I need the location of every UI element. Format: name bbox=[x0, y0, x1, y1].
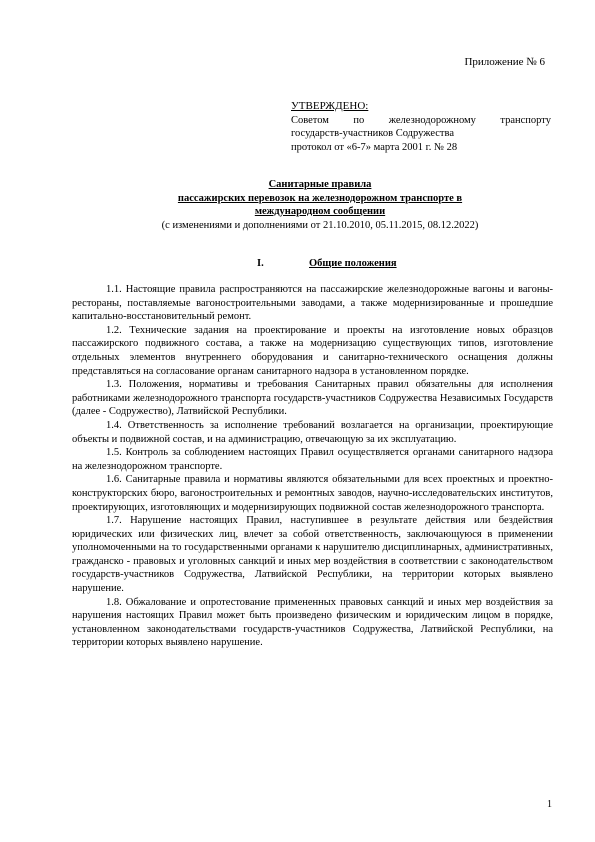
approval-line: государств-участников Содружества bbox=[291, 128, 454, 139]
body-text bbox=[72, 283, 553, 650]
title-line: пассажирских перевозок на железнодорожном транспорте в bbox=[177, 192, 463, 204]
paragraph: 1.5. Контроль за соблюдением настоящих Правил осуществляется органами санитарного надзора на железнодорожном транспорте. bbox=[72, 447, 553, 472]
appendix-label: Приложение № 6 bbox=[464, 56, 545, 68]
section-number: I. bbox=[257, 258, 264, 269]
page-number: 1 bbox=[547, 799, 552, 810]
section-name: Общие положения bbox=[309, 258, 397, 269]
paragraph: 1.7. Нарушение настоящих Правил, наступившее в результате действия или бездействия юридических или физических лиц, влечет за собой ответственность, заключающуюся в применении уполномоченными на то государственными органами к нарушителю дисциплинарных, административных, гражданско - правовых и уголовных санкций и иных мер воздействия в соответствии с законодательством государств-участников Содружества, Латвийской Республики, на территории которых выявлено нарушение. bbox=[72, 515, 553, 595]
document-title bbox=[120, 178, 520, 232]
paragraph: 1.8. Обжалование и опротестование примененных правовых санкций и иных мер воздействия за нарушения настоящих Правил может быть произведено физическим и юридическим лицом в порядке, установленном законодательствами государств-участников Содружества, Латвийской Республики, на территории которых выявлено нарушение. bbox=[72, 596, 553, 649]
title-amendments: (с изменениями и дополнениями от 21.10.2010, 05.11.2015, 08.12.2022) bbox=[161, 219, 479, 231]
paragraph: 1.1. Настоящие правила распространяются на пассажирские железнодорожные вагоны и вагоны-рестораны, поставляемые вагоностроительными заводами, а также модернизированные и прошедшие капитально-восстановительный ремонт. bbox=[72, 284, 553, 323]
approval-line: протокол от «6-7» марта 2001 г. № 28 bbox=[291, 141, 458, 153]
approval-line: Советом по железнодорожному транспорту bbox=[291, 114, 551, 126]
section-heading bbox=[257, 258, 397, 269]
paragraph: 1.4. Ответственность за исполнение требований возлагается на организации, проектирующие объекты и подвижной состав, и на администрацию, отвечающую за их эксплуатацию. bbox=[72, 419, 553, 445]
paragraph: 1.6. Санитарные правила и нормативы являются обязательными для всех проектных и проектно-конструкторских бюро, вагоностроительных и ремонтных заводов, научно-исследовательских институтов, проектирующих, изготовляющих и модернизирующих подвижной состав железнодорожного транспорта. bbox=[72, 474, 553, 513]
paragraph: 1.2. Технические задания на проектирование и проекты на изготовление новых образцов пассажирского подвижного состава, а также на модернизацию существующих типов, изготовление отдельных элементов внутреннего оборудования и санитарно-технического оснащения должны представляться на согласование органам санитарного надзора в установленном порядке. bbox=[72, 324, 553, 377]
approval-block bbox=[291, 100, 551, 154]
paragraph: 1.3. Положения, нормативы и требования Санитарных правил обязательны для исполнения работниками железнодорожного транспорта государств-участников Содружества Независимых Государств (далее - Содружество), Латвийской Республики. bbox=[72, 379, 553, 418]
title-line: Санитарные правила bbox=[268, 179, 372, 190]
title-line: международном сообщении bbox=[254, 206, 386, 217]
approved-heading: УТВЕРЖДЕНО: bbox=[291, 100, 369, 112]
